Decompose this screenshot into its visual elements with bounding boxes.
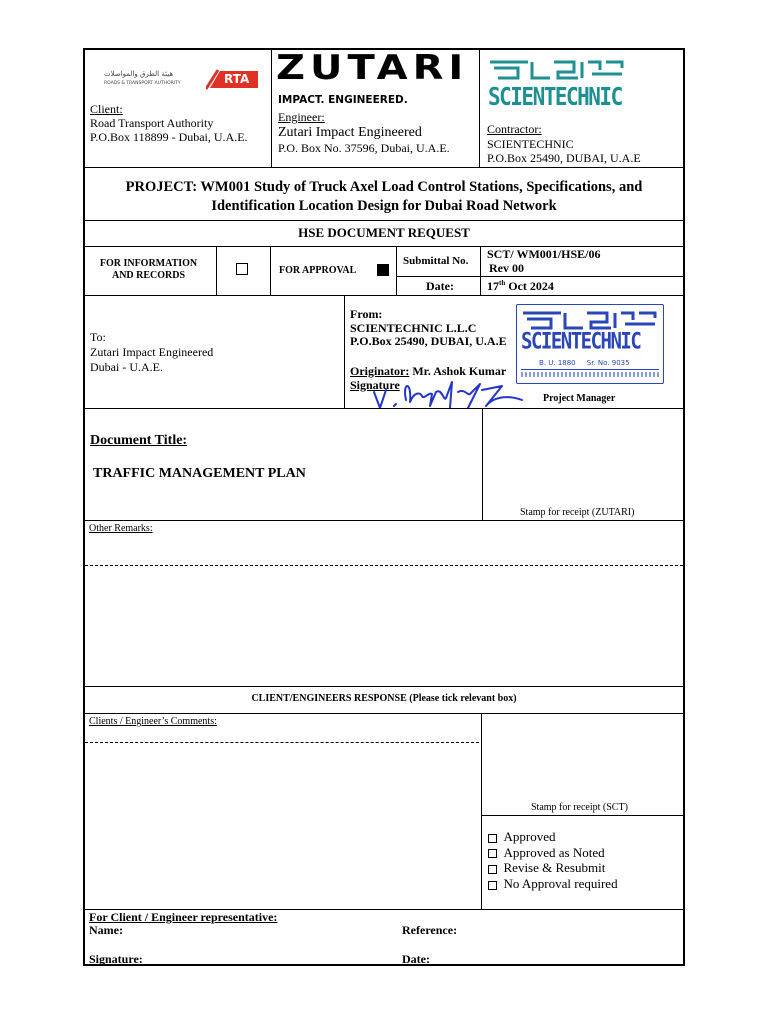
engineer-address: P.O. Box No. 37596, Dubai, U.A.E. xyxy=(278,141,450,155)
remarks-line xyxy=(85,565,683,566)
scientechnic-logo-text: SCIENTECHNIC xyxy=(488,82,622,111)
project-manager-role: Project Manager xyxy=(543,393,616,404)
originator-label: Originator: xyxy=(350,364,410,378)
rta-logo xyxy=(100,68,260,94)
status-label: Approved as Noted xyxy=(503,844,605,860)
submittal-no-value xyxy=(487,247,600,275)
rta-arabic-name: هيئة الطرق والمواصلات xyxy=(104,70,174,78)
scientechnic-logo xyxy=(488,58,626,112)
from-name: SCIENTECHNIC L.L.C xyxy=(350,320,477,335)
to-label: To: xyxy=(90,330,106,344)
client-address: P.O.Box 118899 - Dubai, U.A.E. xyxy=(90,130,248,144)
engineer-block xyxy=(278,110,450,156)
for-information-line2: AND RECORDS xyxy=(111,270,186,281)
stamp-registration: B. U. 1880 Sr. No. 9035 xyxy=(539,359,630,367)
stamp-receipt-sct: Stamp for receipt (SCT) xyxy=(531,802,628,813)
representative-reference-label: Reference: xyxy=(402,923,458,937)
representative-signature-label: Signature: xyxy=(89,952,143,966)
project-title-line2: Identification Location Design for Dubai Road Network xyxy=(211,198,557,214)
client-label: Client: xyxy=(90,102,123,116)
request-title: HSE DOCUMENT REQUEST xyxy=(298,225,470,240)
status-option-no-approval-required[interactable] xyxy=(488,876,618,892)
approved-checkbox[interactable] xyxy=(488,834,497,843)
engineer-label: Engineer: xyxy=(278,110,325,124)
contractor-block xyxy=(487,122,641,166)
approved-as-noted-checkbox[interactable] xyxy=(488,849,497,858)
document-title-label: Document Title: xyxy=(90,433,188,448)
representative-name-label: Name: xyxy=(89,923,123,937)
stamp-arabic-mark xyxy=(521,309,659,331)
project-title xyxy=(83,178,685,216)
response-title: CLIENT/ENGINEERS RESPONSE (Please tick relevant box) xyxy=(251,693,517,704)
date-rest: Oct 2024 xyxy=(505,279,554,293)
document-title: TRAFFIC MANAGEMENT PLAN xyxy=(93,466,306,481)
from-label: From: xyxy=(350,307,383,321)
contractor-label: Contractor: xyxy=(487,122,542,136)
comments-line xyxy=(85,742,479,743)
date-value xyxy=(487,279,554,294)
revise-resubmit-checkbox[interactable] xyxy=(488,865,497,874)
company-stamp xyxy=(516,304,664,384)
no-approval-required-checkbox[interactable] xyxy=(488,881,497,890)
rta-english-name: ROADS & TRANSPORT AUTHORITY xyxy=(104,81,181,86)
for-approval-checkbox[interactable] xyxy=(377,264,389,276)
comments-label: Clients / Engineer’s Comments: xyxy=(89,716,217,727)
zutari-logo-text: ZUTARI xyxy=(276,48,469,88)
from-address: P.O.Box 25490, DUBAI, U.A.E xyxy=(350,334,507,348)
representative-heading: For Client / Engineer representative: xyxy=(89,910,278,924)
scientechnic-arabic-mark xyxy=(488,58,626,82)
signature-scribble xyxy=(372,362,532,412)
client-name: Road Transport Authority xyxy=(90,116,214,130)
date-label: Date: xyxy=(426,279,454,293)
originator-name: Mr. Ashok Kumar xyxy=(409,364,507,378)
signature-label: Signature xyxy=(350,378,400,392)
date-day: 17 xyxy=(487,279,499,293)
for-information-checkbox[interactable] xyxy=(236,263,248,275)
date-suffix: th xyxy=(499,279,506,287)
for-information-label xyxy=(86,258,211,282)
zutari-tagline: IMPACT. ENGINEERED. xyxy=(278,94,408,106)
status-label: Revise & Resubmit xyxy=(503,860,606,876)
from-block xyxy=(350,308,507,349)
status-option-approved-as-noted[interactable] xyxy=(488,845,618,861)
submittal-no-line1: SCT/ WM001/HSE/06 xyxy=(487,247,601,261)
status-label: No Approval required xyxy=(503,876,618,892)
contractor-address: P.O.Box 25490, DUBAI, U.A.E xyxy=(487,151,641,165)
project-title-line1: PROJECT: WM001 Study of Truck Axel Load Control Stations, Specifications, and xyxy=(125,179,643,195)
to-address: Dubai - U.A.E. xyxy=(90,360,163,374)
to-block xyxy=(90,330,213,375)
for-approval-label: FOR APPROVAL xyxy=(279,265,357,276)
engineer-name: Zutari Impact Engineered xyxy=(278,125,422,140)
representative-date-label: Date: xyxy=(402,952,430,966)
submittal-no-line2: Rev 00 xyxy=(489,261,524,275)
to-name: Zutari Impact Engineered xyxy=(90,345,214,359)
status-option-approved[interactable] xyxy=(488,829,618,845)
rta-logo-text: RTA xyxy=(224,72,250,86)
zutari-logo xyxy=(276,48,469,106)
other-remarks-label: Other Remarks: xyxy=(89,523,153,534)
submittal-no-label: Submittal No. xyxy=(403,255,469,267)
client-block xyxy=(90,102,248,144)
status-options xyxy=(488,829,618,892)
stamp-brand: SCIENTECHNIC xyxy=(521,329,641,355)
contractor-name: SCIENTECHNIC xyxy=(487,136,574,151)
status-label: Approved xyxy=(503,829,556,844)
stamp-receipt-zutari: Stamp for receipt (ZUTARI) xyxy=(520,507,635,518)
status-option-revise-resubmit[interactable] xyxy=(488,860,618,876)
for-information-line1: FOR INFORMATION xyxy=(99,258,198,269)
